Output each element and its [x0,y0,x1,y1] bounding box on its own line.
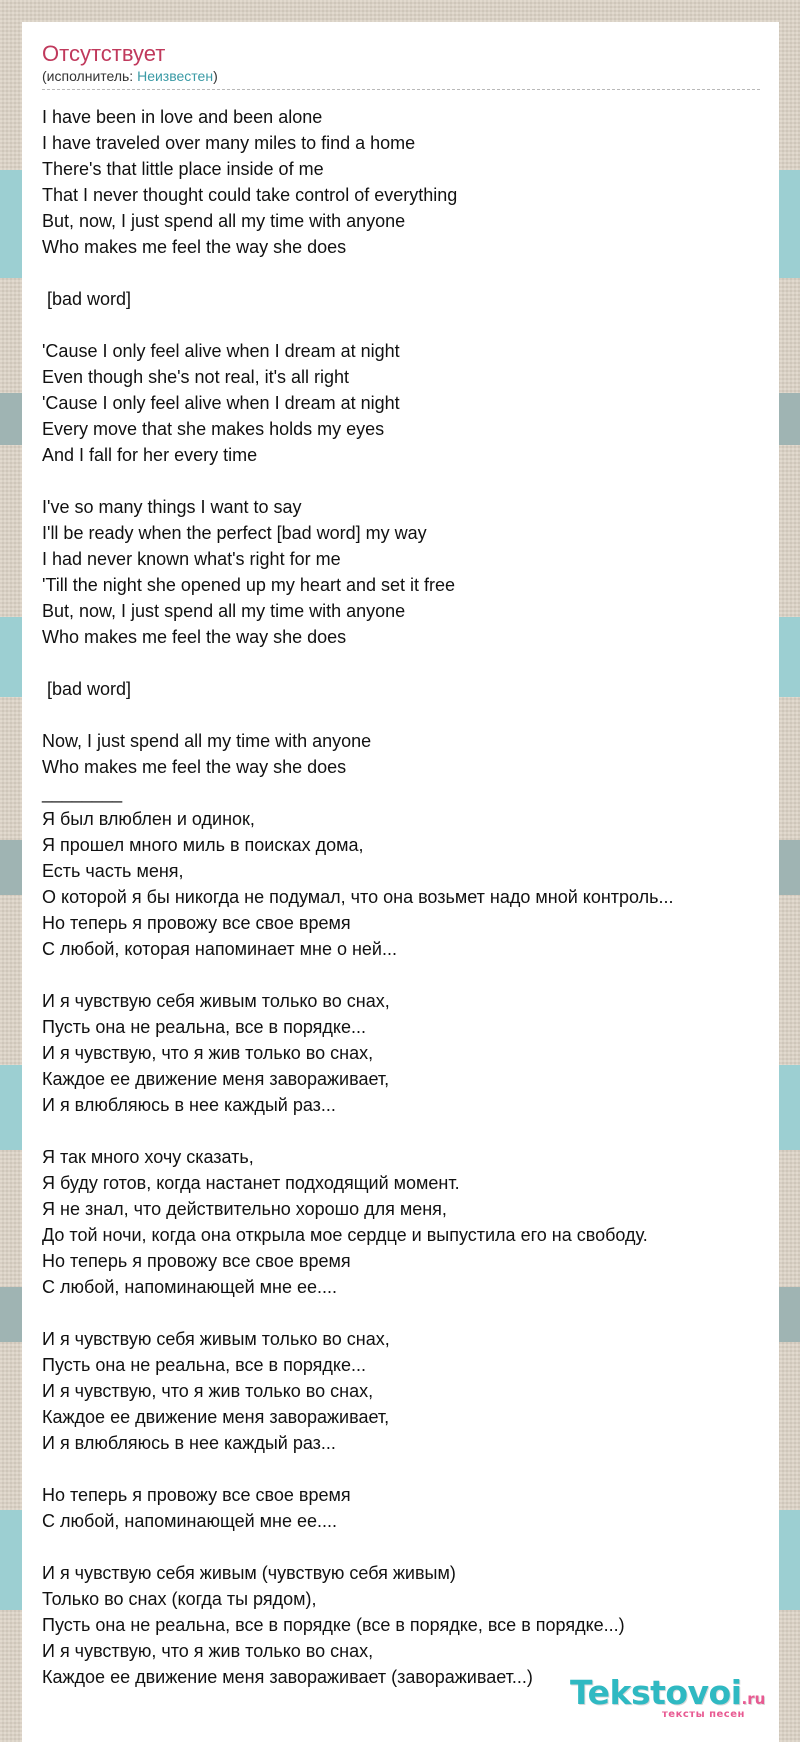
lyric-line: Я не знал, что действительно хорошо для меня, [42,1199,447,1219]
lyric-line: С любой, напоминающей мне ее.... [42,1277,337,1297]
lyric-line: С любой, которая напоминает мне о ней... [42,939,397,959]
lyric-line: И я чувствую, что я жив только во снах, [42,1641,374,1661]
lyric-line: 'Till the night she opened up my heart and set it free [42,575,456,595]
lyric-line: Я прошел много миль в поисках дома, [42,835,364,855]
lyric-line: Я был влюблен и одинок, [42,809,255,829]
lyric-line: Who makes me feel the way she does [42,757,347,777]
lyric-line: С любой, напоминающей мне ее.... [42,1511,337,1531]
lyric-line: Я буду готов, когда настанет подходящий момент. [42,1173,460,1193]
lyric-line: I have traveled over many miles to find a home [42,133,416,153]
lyrics-card [22,22,779,1742]
song-header [42,41,760,84]
lyric-line: До той ночи, когда она открыла мое сердце и выпустила его на свободу. [42,1225,648,1245]
lyric-line: But, now, I just spend all my time with anyone [42,211,406,231]
lyric-line: Но теперь я провожу все свое время [42,1251,351,1271]
song-title: Отсутствует [42,41,166,66]
artist-line [42,68,760,84]
lyric-line [42,1534,772,1560]
lyric-line: И я чувствую себя живым (чувствую себя живым) [42,1563,456,1583]
lyric-line [42,702,772,728]
lyric-line: That I never thought could take control of everything [42,185,458,205]
lyric-line: И я чувствую, что я жив только во снах, [42,1043,374,1063]
logo-brand: Tekstovoi [570,1673,742,1712]
lyric-line: Каждое ее движение меня завораживает (завораживает...) [42,1667,533,1687]
lyric-line: I had never known what's right for me [42,549,341,569]
lyric-line [42,962,772,988]
lyric-line: Who makes me feel the way she does [42,627,347,647]
lyric-line [42,1118,772,1144]
header-divider [42,89,760,90]
lyric-line: Even though she's not real, it's all right [42,367,350,387]
lyric-line: Каждое ее движение меня завораживает, [42,1407,390,1427]
lyric-line: И я чувствую, что я жив только во снах, [42,1381,374,1401]
lyric-line [42,468,772,494]
lyric-line: 'Cause I only feel alive when I dream at night [42,393,400,413]
lyric-line: Пусть она не реальна, все в порядке... [42,1355,366,1375]
lyric-line: Но теперь я провожу все свое время [42,913,351,933]
lyric-line: Есть часть меня, [42,861,184,881]
artist-link[interactable]: Неизвестен [137,68,214,84]
lyric-line: [bad word] [42,289,132,309]
lyric-line: [bad word] [42,679,132,699]
lyric-line [42,650,772,676]
lyric-line: Но теперь я провожу все свое время [42,1485,351,1505]
lyric-line: Каждое ее движение меня завораживает, [42,1069,390,1089]
artist-suffix: ) [213,68,218,84]
lyrics-text [42,104,772,1690]
lyric-line: И я чувствую себя живым только во снах, [42,1329,390,1349]
lyric-line: Now, I just spend all my time with anyone [42,731,372,751]
lyric-line: And I fall for her every time [42,445,258,465]
lyric-line: There's that little place inside of me [42,159,324,179]
lyric-line: И я влюбляюсь в нее каждый раз... [42,1433,336,1453]
lyric-line: 'Cause I only feel alive when I dream at night [42,341,400,361]
lyric-line: Пусть она не реальна, все в порядке... [42,1017,366,1037]
lyric-line: Every move that she makes holds my eyes [42,419,385,439]
lyric-line: И я чувствую себя живым только во снах, [42,991,390,1011]
artist-prefix: (исполнитель: [42,68,138,84]
lyric-line [42,260,772,286]
lyric-line: И я влюбляюсь в нее каждый раз... [42,1095,336,1115]
lyric-line: Пусть она не реальна, все в порядке (все в порядке, все в порядке...) [42,1615,625,1635]
logo-tld: .ru [741,1690,766,1708]
lyric-line: I've so many things I want to say [42,497,302,517]
lyric-line: О которой я бы никогда не подумал, что она возьмет надо мной контроль... [42,887,674,907]
lyric-line: ________ [42,783,123,803]
lyric-line: I'll be ready when the perfect [bad word] my way [42,523,427,543]
lyric-line: Who makes me feel the way she does [42,237,347,257]
lyric-line: Только во снах (когда ты рядом), [42,1589,317,1609]
lyric-line: But, now, I just spend all my time with anyone [42,601,406,621]
logo-tagline: тексты песен [662,1709,745,1720]
lyric-line [42,1456,772,1482]
lyric-line [42,312,772,338]
lyric-line: Я так много хочу сказать, [42,1147,254,1167]
lyric-line: I have been in love and been alone [42,107,323,127]
lyric-line [42,1300,772,1326]
